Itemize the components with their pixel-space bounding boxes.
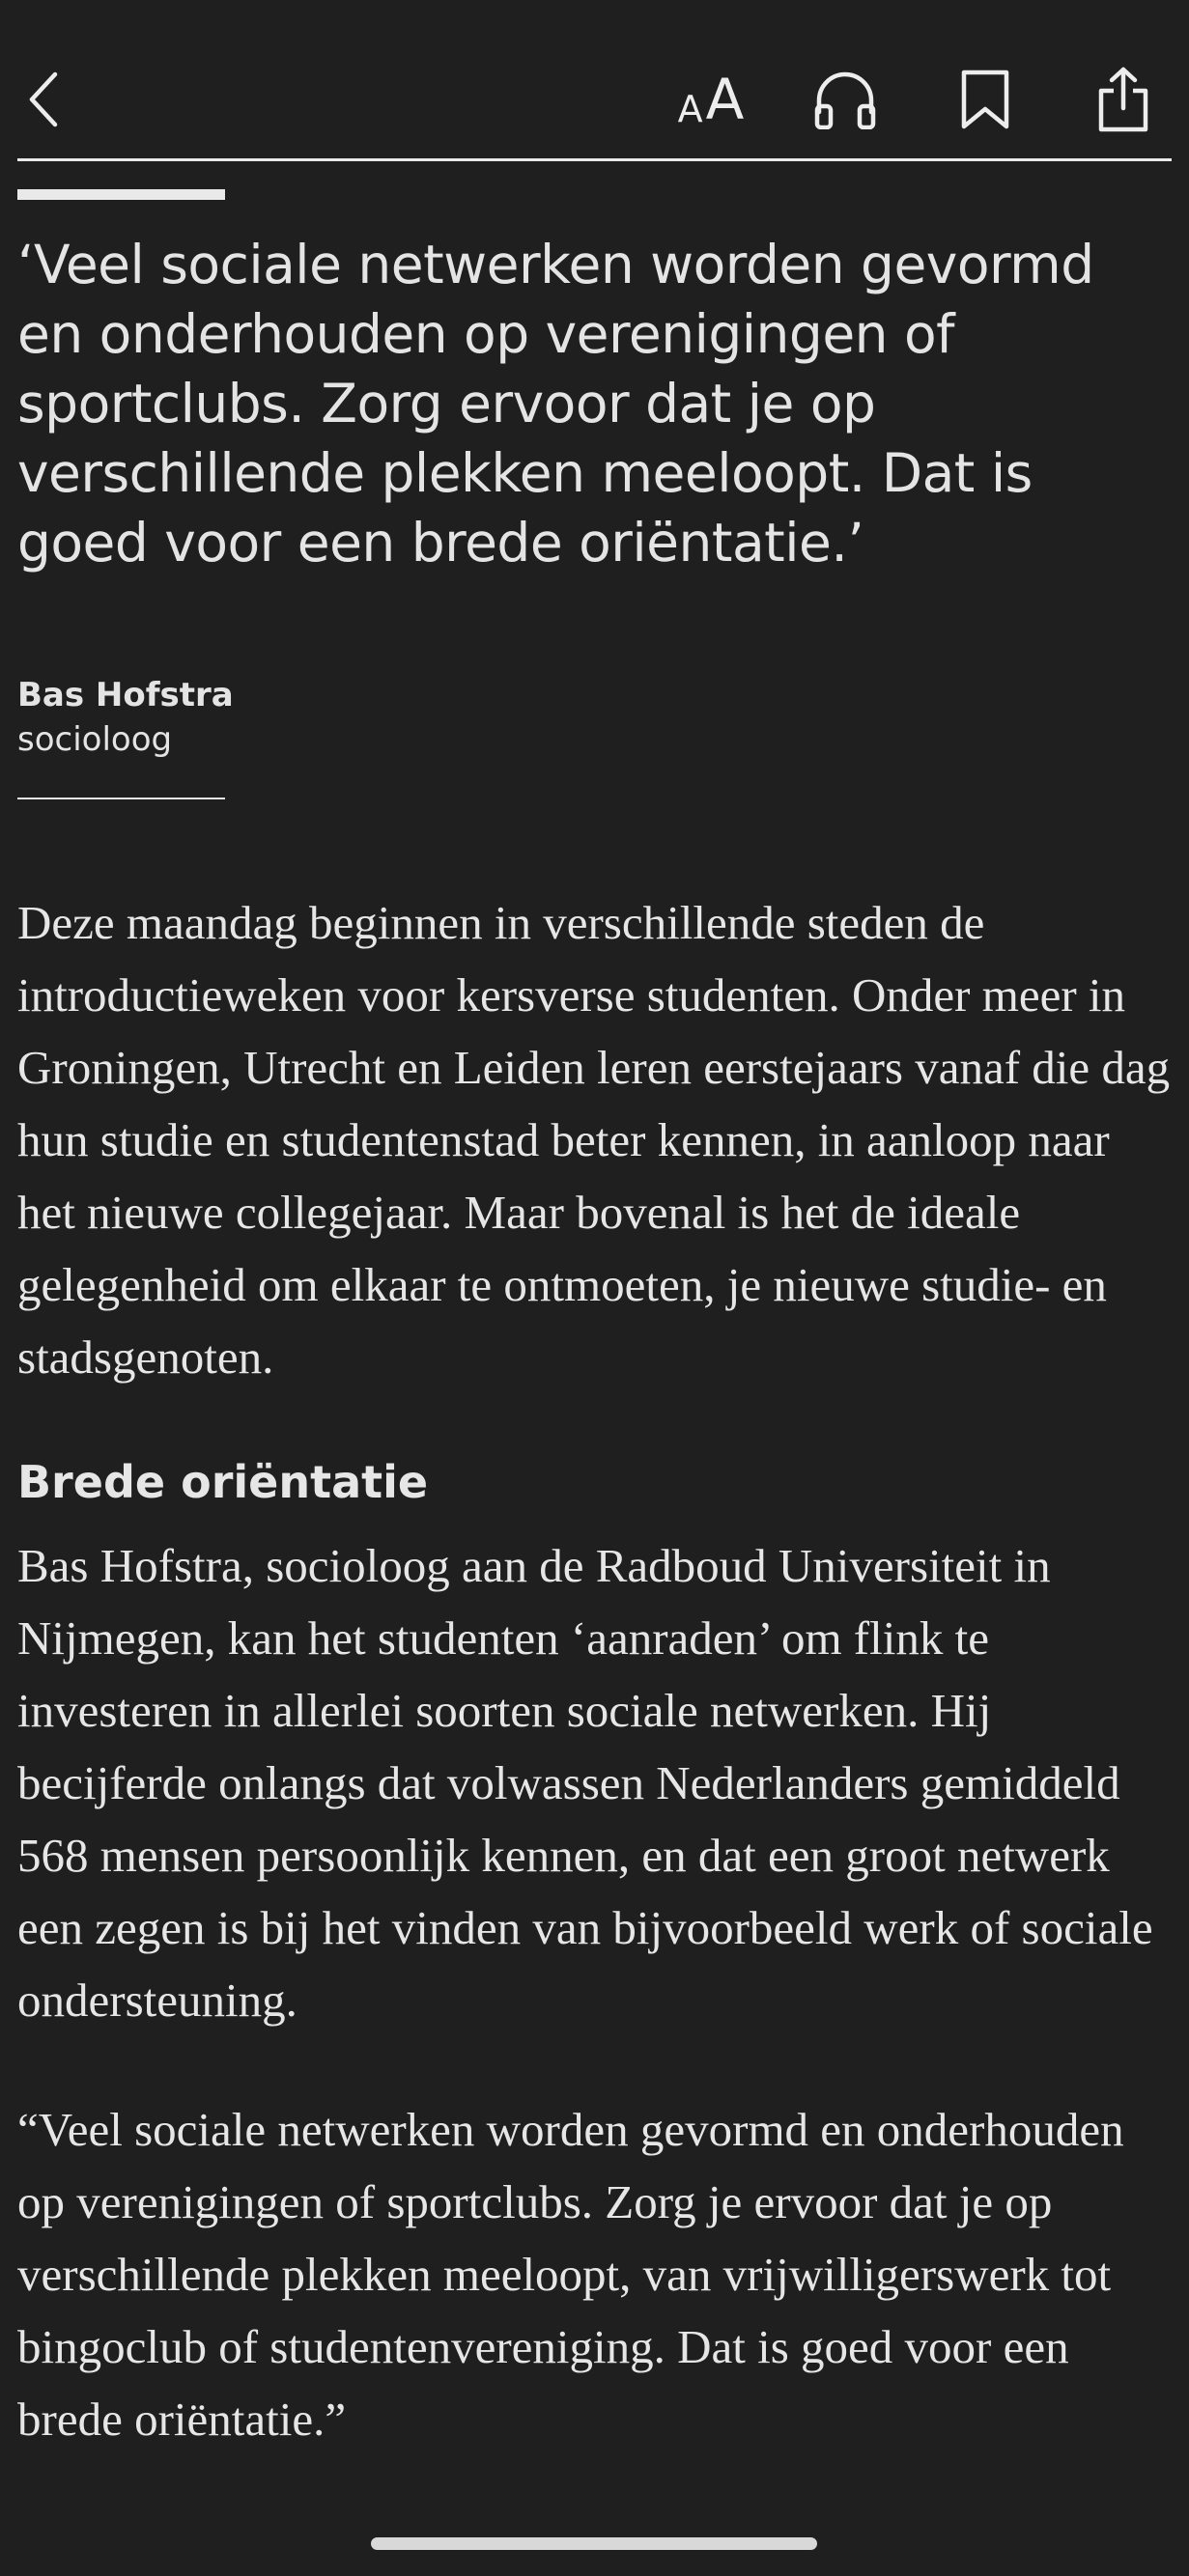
article-paragraph: Bas Hofstra, socioloog aan de Radboud Universiteit in Nijmegen, kan het studenten ‘aanraden’ om flink te investeren in allerlei soorten sociale netwerken. Hij becijferde onlangs dat volwassen Nederlanders gemiddeld 568 mensen persoonlijk kennen, en dat een groot netwerk een zegen is bij het vinden van bijvoorbeeld werk of sociale ondersteuning. bbox=[17, 1539, 1153, 2027]
article-subheading: Brede oriëntatie bbox=[17, 1456, 429, 1508]
share-icon bbox=[1097, 66, 1149, 133]
back-button[interactable] bbox=[0, 56, 87, 143]
listen-button[interactable] bbox=[802, 56, 889, 143]
top-toolbar bbox=[0, 0, 1189, 160]
pullquote-author: Bas Hofstra bbox=[17, 676, 234, 714]
bookmark-icon bbox=[960, 69, 1010, 130]
text-size-icon bbox=[677, 67, 745, 132]
pullquote-divider bbox=[17, 798, 225, 799]
chevron-left-icon bbox=[24, 70, 63, 128]
text-size-small-label: A bbox=[677, 88, 703, 130]
pullquote-accent-bar bbox=[17, 189, 225, 200]
share-button[interactable] bbox=[1080, 56, 1167, 143]
home-indicator[interactable] bbox=[371, 2537, 817, 2550]
toolbar-divider bbox=[17, 158, 1172, 161]
text-size-big-label: A bbox=[705, 67, 745, 132]
text-size-button[interactable] bbox=[663, 56, 759, 143]
pullquote-role: socioloog bbox=[17, 720, 173, 759]
headphones-icon bbox=[813, 70, 877, 129]
bookmark-button[interactable] bbox=[942, 56, 1029, 143]
article-paragraph: Deze maandag beginnen in verschillende steden de introductieweken voor kersverse studenten. Onder meer in Groningen, Utrecht en Leiden leren eerstejaars vanaf die dag hun studie en studentenstad beter kennen, in aanloop naar het nieuwe collegejaar. Maar bovenal is het de ideale gelegenheid om elkaar te ontmoeten, je nieuwe studie- en stadsgenoten. bbox=[17, 896, 1171, 1384]
pullquote-text: ‘Veel sociale netwerken worden gevormd en onderhouden op verenigingen of sportclubs. Zorg ervoor dat je op verschillende plekken meeloopt. Dat is goed voor een brede oriëntatie.’ bbox=[17, 234, 1094, 574]
article-paragraph: “Veel sociale netwerken worden gevormd en onderhouden op verenigingen of sportclubs. Zorg je ervoor dat je op verschillende plekken meeloopt, van vrijwilligerswerk tot bingoclub of studentenvereniging. Dat is goed voor een brede oriëntatie.” bbox=[17, 2103, 1124, 2446]
